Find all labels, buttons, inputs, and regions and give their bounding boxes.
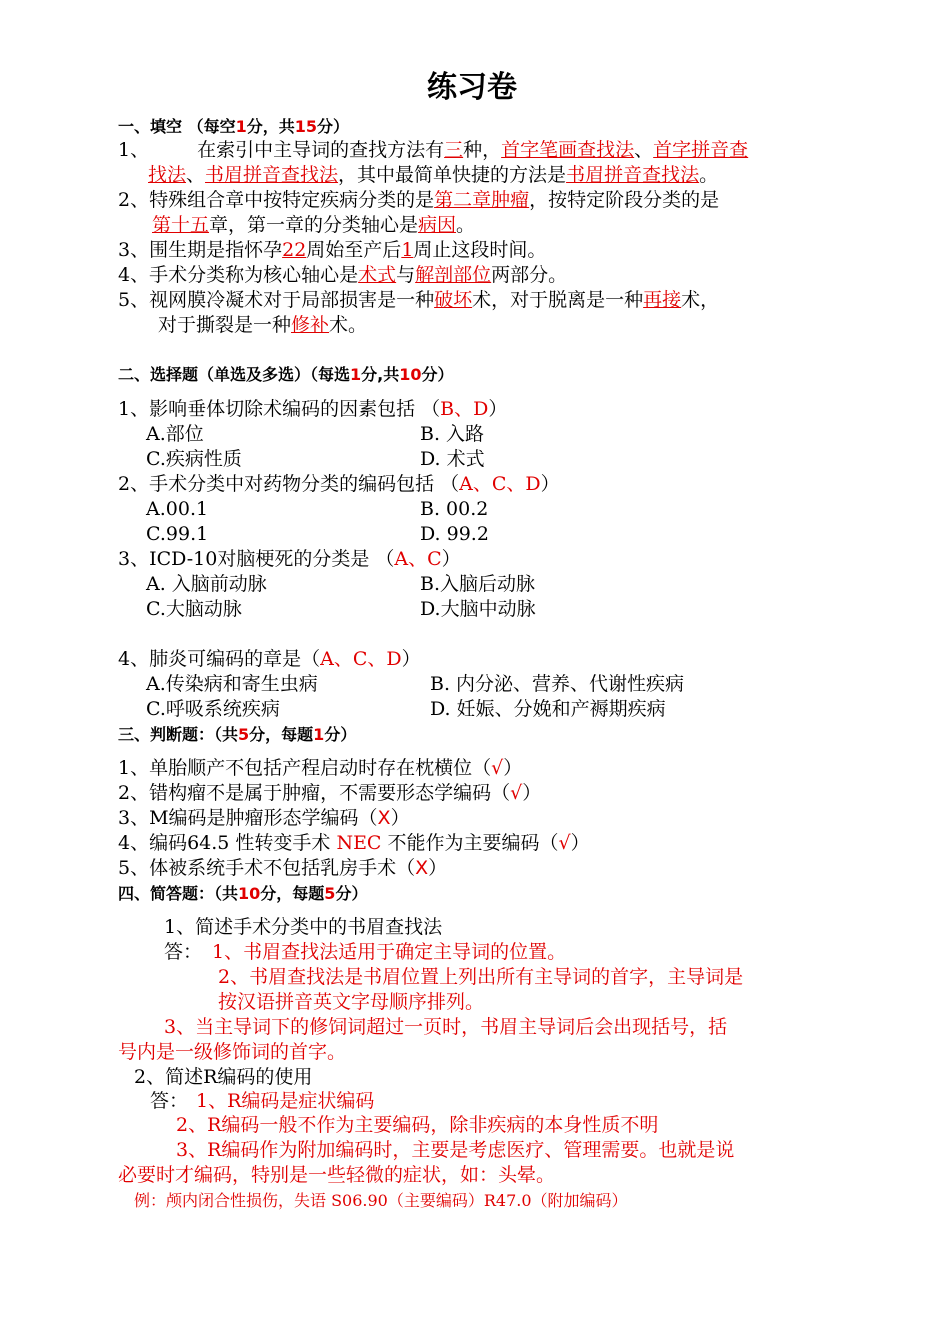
fill-question-4: 4、手术分类称为核心轴心是术式与解剖部位两部分。	[118, 264, 568, 286]
choice-4-option-c: C.呼吸系统疾病	[146, 698, 280, 720]
fill-question-1-cont: 找法、书眉拼音查找法，其中最简单快捷的方法是书眉拼音查找法。	[148, 164, 719, 186]
short-answer-2-line-1: 答： 1、R编码是症状编码	[150, 1090, 375, 1112]
short-answer-1-line-3: 按汉语拼音英文字母顺序排列。	[218, 991, 485, 1013]
choice-question-3: 3、ICD-10对脑梗死的分类是 （A、C）	[118, 548, 461, 570]
choice-question-1: 1、影响垂体切除术编码的因素包括 （B、D）	[118, 398, 508, 420]
choice-1-option-d: D. 术式	[420, 448, 485, 470]
choice-1-option-a: A.部位	[146, 423, 204, 445]
choice-2-option-a: A.00.1	[146, 498, 209, 520]
choice-4-option-a: A.传染病和寄生虫病	[146, 673, 318, 695]
section-2-heading: 二、选择题（单选及多选）（每选1分,共10分）	[118, 365, 454, 384]
judge-item-3: 3、M编码是肿瘤形态学编码（X）	[118, 807, 410, 829]
judge-item-4: 4、编码64.5 性转变手术 NEC 不能作为主要编码（√）	[118, 832, 590, 854]
choice-3-option-b: B.入脑后动脉	[420, 573, 536, 595]
fill-question-5-cont: 对于撕裂是一种修补术。	[158, 314, 368, 336]
short-answer-2-line-3: 3、R编码作为附加编码时，主要是考虑医疗、管理需要。也就是说	[176, 1139, 735, 1161]
choice-3-option-a: A. 入脑前动脉	[146, 573, 267, 595]
choice-2-option-b: B. 00.2	[420, 498, 489, 520]
section-4-heading: 四、简答题：（共10分，每题5分）	[118, 884, 368, 903]
short-answer-1-line-4: 3、当主导词下的修饲词超过一页时，书眉主导词后会出现括号，括	[164, 1016, 728, 1038]
short-answer-2-line-2: 2、R编码一般不作为主要编码，除非疾病的本身性质不明	[176, 1114, 659, 1136]
judge-item-2: 2、错构瘤不是属于肿瘤，不需要形态学编码（√）	[118, 782, 542, 804]
judge-item-5: 5、体被系统手术不包括乳房手术（X）	[118, 857, 448, 879]
choice-4-option-d: D. 妊娠、分娩和产褥期疾病	[430, 698, 666, 720]
short-answer-2-example: 例：颅内闭合性损伤，失语 S06.90（主要编码）R47.0（附加编码）	[134, 1191, 628, 1210]
choice-3-option-d: D.大脑中动脉	[420, 598, 536, 620]
short-answer-2-line-4: 必要时才编码，特别是一些轻微的症状，如：头晕。	[118, 1164, 556, 1186]
choice-question-4: 4、肺炎可编码的章是（A、C、D）	[118, 648, 421, 670]
choice-question-2: 2、手术分类中对药物分类的编码包括 （A、C、D）	[118, 473, 560, 495]
short-question-2: 2、简述R编码的使用	[134, 1066, 313, 1088]
short-answer-1-line-1: 答： 1、书眉查找法适用于确定主导词的位置。	[164, 941, 567, 963]
page-title: 练习卷	[427, 70, 517, 105]
choice-1-option-b: B. 入路	[420, 423, 485, 445]
choice-4-option-b: B. 内分泌、营养、代谢性疾病	[430, 673, 685, 695]
choice-2-option-c: C.99.1	[146, 523, 209, 545]
choice-2-option-d: D. 99.2	[420, 523, 489, 545]
short-answer-1-line-2: 2、书眉查找法是书眉位置上列出所有主导词的首字，主导词是	[218, 966, 744, 988]
judge-item-1: 1、单胎顺产不包括产程启动时存在枕横位（√）	[118, 757, 523, 779]
short-question-1: 1、简述手术分类中的书眉查找法	[164, 916, 443, 938]
fill-question-3: 3、围生期是指怀孕22周始至产后1周止这段时间。	[118, 239, 547, 261]
choice-1-option-c: C.疾病性质	[146, 448, 242, 470]
short-answer-1-line-5: 号内是一级修饰词的首字。	[118, 1041, 347, 1063]
section-1-heading: 一、填空 （每空1分，共15分）	[118, 117, 350, 136]
section-3-heading: 三、判断题：（共5分，每题1分）	[118, 725, 357, 744]
choice-3-option-c: C.大脑动脉	[146, 598, 242, 620]
fill-question-1: 1、 在索引中主导词的查找方法有三种，首字笔画查找法、首字拼音查	[118, 139, 749, 161]
fill-question-5: 5、视网膜冷凝术对于局部损害是一种破坏术，对于脱离是一种再接术，	[118, 289, 720, 311]
fill-question-2: 2、特殊组合章中按特定疾病分类的是第二章肿瘤，按特定阶段分类的是	[118, 189, 720, 211]
fill-question-2-cont: 第十五章，第一章的分类轴心是病因。	[152, 214, 476, 236]
